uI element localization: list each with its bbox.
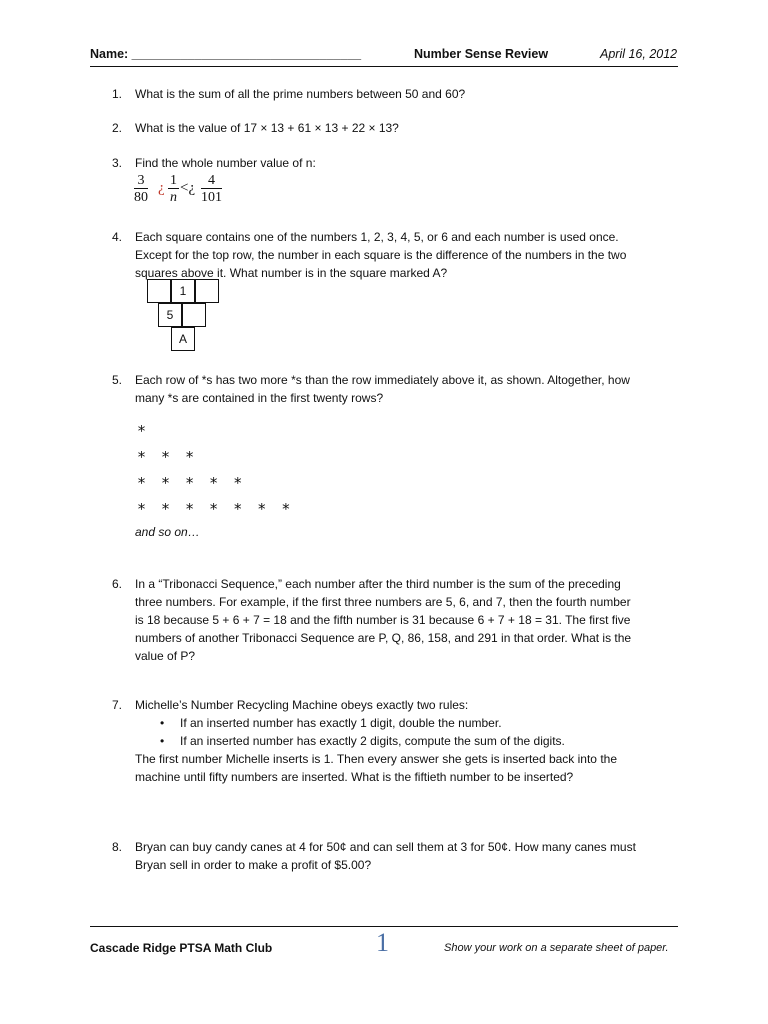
question-4-line: Each square contains one of the numbers 1, 2, 3, 4, 5, or 6 and each number is used once. (135, 230, 619, 244)
question-5-line: many *s are contained in the first twenty rows? (135, 391, 384, 405)
and-so-on: and so on… (135, 525, 200, 539)
fraction-4-101: $\frac{4}{101}$ (201, 173, 222, 205)
square-mid-right (182, 303, 206, 327)
question-3-text: Find the whole number value of n: (135, 156, 316, 170)
question-number: 6. (112, 577, 123, 591)
square-top-mid: 1 (171, 279, 195, 303)
question-4-line: squares above it. What number is in the square marked A? (135, 266, 448, 280)
question-6-line: value of P? (135, 649, 196, 663)
question-number: 8. (112, 840, 123, 854)
footer-note: Show your work on a separate sheet of paper. (444, 942, 669, 954)
square-mid-left: 5 (158, 303, 182, 327)
rule-list (160, 714, 565, 750)
question-4-line: Except for the top row, the number in each square is the difference of the numbers in the two (135, 248, 627, 262)
worksheet-title: Number Sense Review (414, 47, 549, 61)
question-number: 7. (112, 698, 123, 712)
fraction-3-80: $\frac{3}{80}$ (134, 173, 148, 205)
rule-item: • If an inserted number has exactly 1 digit, double the number. (160, 714, 565, 732)
question-number: 5. (112, 373, 123, 387)
page-number: 1 (376, 928, 389, 957)
question-1-text: What is the sum of all the prime numbers between 50 and 60? (135, 87, 466, 101)
question-5-line: Each row of *s has two more *s than the row immediately above it, as shown. Altogether, how (135, 373, 630, 387)
square-top-right (195, 279, 219, 303)
rule-item: • If an inserted number has exactly 2 digits, compute the sum of the digits. (160, 732, 565, 750)
question-8-line: Bryan can buy candy canes at 4 for 50¢ and can sell them at 3 for 50¢. How many canes must (135, 840, 636, 854)
relation-glyph: <¿ (180, 180, 196, 196)
question-6-line: three numbers. For example, if the first three numbers are 5, 6, and 7, then the fourth number (135, 595, 631, 609)
star-row: * * * (137, 448, 198, 466)
question-6-line: is 18 because 5 + 6 + 7 = 18 and the fifth number is 31 because 6 + 7 + 18 = 31. The first five (135, 613, 631, 627)
question-number: 3. (112, 156, 123, 170)
footer-rule (90, 926, 678, 927)
question-number: 4. (112, 230, 123, 244)
header-rule (90, 66, 678, 67)
question-8-line: Bryan sell in order to make a profit of $5.00? (135, 858, 372, 872)
question-6-line: In a “Tribonacci Sequence,” each number after the third number is the sum of the preceding (135, 577, 621, 591)
question-7-line: machine until fifty numbers are inserted. What is the fiftieth number to be inserted? (135, 770, 574, 784)
worksheet-date: April 16, 2012 (600, 47, 678, 61)
square-top-left (147, 279, 171, 303)
question-7-line: Michelle’s Number Recycling Machine obeys exactly two rules: (135, 698, 469, 712)
question-6-line: numbers of another Tribonacci Sequence are P, Q, 86, 158, and 291 in that order. What is the (135, 631, 632, 645)
question-number: 1. (112, 87, 123, 101)
star-row: * (137, 422, 150, 440)
square-a: A (171, 327, 195, 351)
club-name: Cascade Ridge PTSA Math Club (90, 941, 273, 955)
star-row: * * * * * (137, 474, 246, 492)
question-7-line: The first number Michelle inserts is 1. Then every answer she gets is inserted back into the (135, 752, 617, 766)
relation-glyph: ¿ (158, 180, 165, 196)
fraction-1-n: $\frac{1}{n}$ (170, 173, 177, 205)
name-field: Name: _________________________________ (90, 47, 362, 61)
question-number: 2. (112, 121, 123, 135)
question-2-text: What is the value of 17 × 13 + 61 × 13 + 22 × 13? (135, 121, 399, 135)
star-row: * * * * * * * (137, 500, 294, 518)
